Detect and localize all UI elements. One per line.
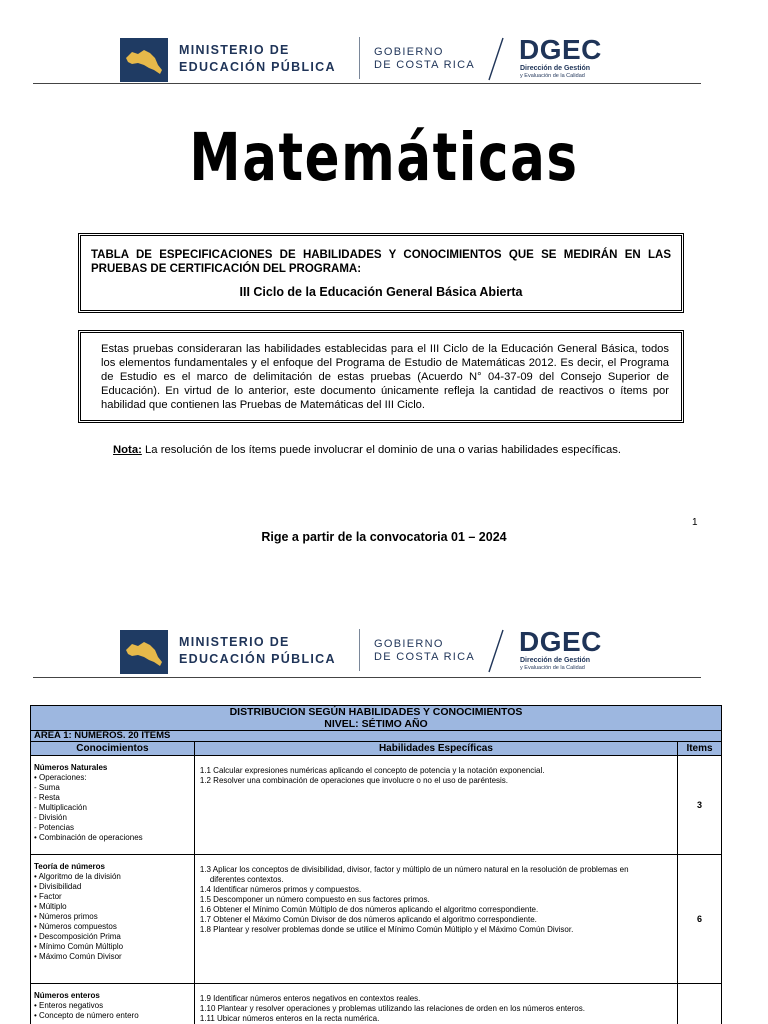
dgec-subtitle: Dirección de Gestión <box>520 65 591 72</box>
gobierno-label: GOBIERNO DE COSTA RICA <box>374 638 476 663</box>
page-title: Matemáticas <box>189 119 579 196</box>
table-row <box>31 855 722 984</box>
skills-cell: 1.9 Identificar números enteros negativos en contextos reales. 1.10 Plantear y resolver operaciones y problemas utilizando las relaciones de orden en los números enteros. 1.11 Ubicar números enteros en la recta numérica. <box>194 984 677 1024</box>
page-header <box>0 36 768 96</box>
divider <box>359 37 360 79</box>
skills-cell: 1.3 Aplicar los conceptos de divisibilidad, divisor, factor y múltiplo de un número natural en la resolución de problemas en diferentes contextos. 1.4 Identificar números primos y compuestos. 1.5 Descomponer un número compuesto en sus factores primos. 1.6 Obtener el Mínimo Común Múltiplo de dos números aplicando el algoritmo correspondiente. 1.7 Obtener el Máximo Común Divisor de dos números aplicando el algoritmo correspondiente. 1.8 Plantear y resolver problemas donde se utilice el Mínimo Común Múltiplo y el Máximo Común Divisor. <box>194 855 677 984</box>
column-header-skills: Habilidades Específicas <box>194 742 677 756</box>
items-cell <box>678 984 722 1024</box>
distribution-table <box>30 705 722 1024</box>
items-cell: 6 <box>678 855 722 984</box>
table-row <box>31 756 722 855</box>
dgec-subtitle: Dirección de Gestión <box>520 657 591 664</box>
slash-divider-icon <box>486 36 506 82</box>
ministry-logo-icon <box>120 38 168 82</box>
description-text: Estas pruebas consideraran las habilidades establecidas para el III Ciclo de la Educación General Básica, todos los elementos fundamentales y el enfoque del Programa de Estudio de Matemáticas 2012. Es decir, el Programa de Estudio es el marco de delimitación de estas pruebas (Acuerdo N° 04-37-09 del Consejo Superior de Educación). En virtud de lo anterior, este documento únicamente refleja la cantidad de reactivos o ítems por habilidad que contienen las Pruebas de Matemáticas del III Ciclo. <box>101 343 669 411</box>
items-cell: 3 <box>678 756 722 855</box>
skills-cell: 1.1 Calcular expresiones numéricas aplicando el concepto de potencia y la notación exponencial. 1.2 Resolver una combinación de operaciones que involucre o no el uso de paréntesis. <box>194 756 677 855</box>
dgec-logo-text: DGEC <box>519 626 602 657</box>
table-row <box>31 984 722 1024</box>
column-header-items: Items <box>678 742 722 756</box>
header-rule <box>33 677 701 678</box>
effective-date: Rige a partir de la convocatoria 01 – 2024 <box>261 530 507 544</box>
specifications-box <box>78 233 684 313</box>
column-header-knowledge: Conocimientos <box>31 742 195 756</box>
note-text: La resolución de los ítems puede involucrar el dominio de una o varias habilidades específicas. <box>141 444 622 456</box>
divider <box>359 629 360 671</box>
knowledge-cell: Números enteros • Enteros negativos • Concepto de número entero <box>31 984 195 1024</box>
header-rule <box>33 83 701 84</box>
knowledge-cell: Teoría de números • Algoritmo de la división • Divisibilidad • Factor • Múltiplo • Números primos • Números compuestos • Descomposición Prima • Mínimo Común Múltiplo • Máximo Común Divisor <box>31 855 195 984</box>
ministerio-label: MINISTERIO DE EDUCACIÓN PÚBLICA <box>179 635 336 666</box>
note-label: Nota: <box>113 444 142 456</box>
knowledge-cell: Números Naturales • Operaciones: - Suma - Resta - Multiplicación - División - Potencias • Combinación de operaciones <box>31 756 195 855</box>
slash-divider-icon <box>486 628 506 674</box>
specifications-text: TABLA DE ESPECIFICACIONES DE HABILIDADES Y CONOCIMIENTOS QUE SE MEDIRÁN EN LAS PRUEBAS DE CERTIFICACIÓN DEL PROGRAMA: <box>91 249 671 275</box>
page-number: 1 <box>692 517 698 528</box>
dgec-subtitle-2: y Evaluación de la Calidad <box>520 665 585 671</box>
specifications-subtitle: III Ciclo de la Educación General Básica Abierta <box>239 285 523 299</box>
dgec-logo-text: DGEC <box>519 34 602 65</box>
note <box>113 444 621 456</box>
gobierno-label: GOBIERNO DE COSTA RICA <box>374 46 476 71</box>
ministry-logo-icon <box>120 630 168 674</box>
ministerio-label: MINISTERIO DE EDUCACIÓN PÚBLICA <box>179 43 336 74</box>
area-heading: AREA 1: NUMEROS. 20 ITEMS <box>31 731 722 742</box>
description-box <box>78 330 684 423</box>
table-title: DISTRIBUCION SEGÚN HABILIDADES Y CONOCIMIENTOS NIVEL: SÉTIMO AÑO <box>31 706 722 731</box>
page-header-2 <box>0 628 768 688</box>
dgec-subtitle-2: y Evaluación de la Calidad <box>520 73 585 79</box>
